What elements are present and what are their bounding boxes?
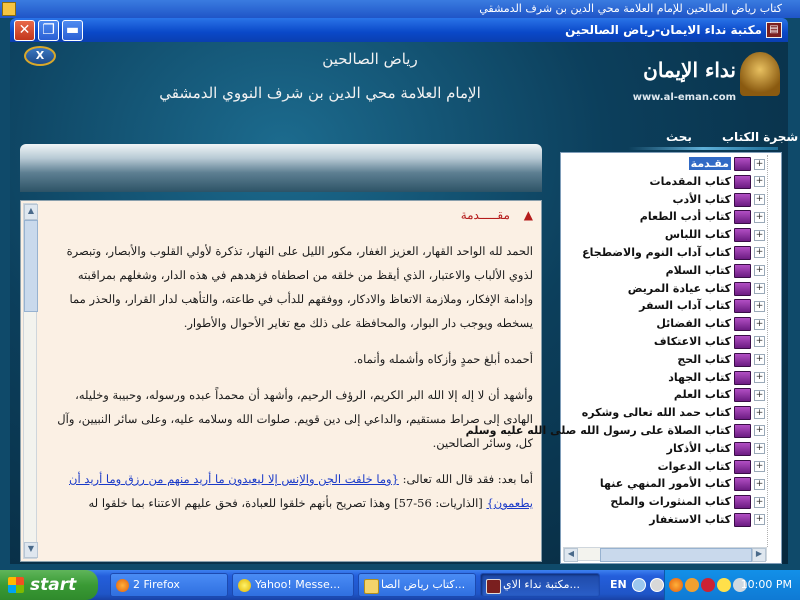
folder-icon — [364, 579, 379, 594]
expand-plus-icon[interactable]: + — [755, 443, 764, 454]
content-vertical-scrollbar[interactable] — [23, 203, 37, 559]
tree-item[interactable] — [565, 315, 765, 333]
tree-connector-line — [767, 155, 779, 547]
book-icon — [734, 157, 751, 171]
task-yahoo-messenger[interactable] — [232, 573, 354, 597]
app-client-area — [10, 42, 799, 564]
scroll-down-arrow-icon[interactable]: ▼ — [24, 542, 38, 558]
book-icon — [734, 317, 751, 331]
tree-item[interactable] — [565, 351, 765, 369]
expand-plus-icon[interactable]: + — [755, 283, 764, 294]
app-close-button[interactable]: X — [24, 46, 56, 66]
logo-text: نداء الإيمان — [643, 58, 736, 82]
paragraph: أحمده أبلغ حمدٍ وأزكاه وأشمله وأنماه. — [353, 352, 533, 366]
tree-item[interactable] — [565, 333, 765, 351]
expand-plus-icon[interactable]: + — [755, 407, 764, 418]
firefox-icon — [2, 2, 16, 16]
task-label: 2 Firefox — [133, 578, 180, 591]
book-icon — [734, 282, 751, 296]
windows-logo-icon — [8, 577, 24, 593]
book-author: الإمام العلامة محي الدين بن شرف النووي الدمشقي — [159, 84, 481, 102]
tree-item-label: كتاب الأذكار — [666, 441, 731, 455]
logo-url: www.al-eman.com — [632, 92, 736, 103]
start-label: start — [30, 575, 77, 595]
tray-app-icon[interactable] — [685, 578, 699, 592]
task-firefox[interactable] — [110, 573, 228, 597]
scroll-left-arrow-icon[interactable]: ◀ — [564, 548, 578, 562]
book-title: رياض الصالحين — [322, 50, 418, 68]
tree-item[interactable] — [565, 511, 765, 529]
tree-item[interactable] — [565, 155, 765, 173]
tree-item-label: كتاب أدب الطعام — [639, 210, 731, 224]
expand-plus-icon[interactable]: + — [755, 336, 764, 347]
tree-item-label: كتاب آداب النوم والاضطجاع — [582, 246, 731, 260]
tree-item[interactable] — [565, 208, 765, 226]
tab-underline — [628, 147, 778, 150]
tree-item[interactable] — [565, 369, 765, 387]
firefox-tray-icon[interactable] — [669, 578, 683, 592]
book-icon — [734, 246, 751, 260]
tree-item-label: كتاب الصلاة على رسول الله صلى الله عليه وسلم — [465, 424, 731, 438]
expand-plus-icon[interactable]: + — [755, 354, 764, 365]
window-titlebar[interactable] — [10, 18, 788, 42]
tree-item-label: كتاب الاستغفار — [649, 513, 731, 527]
expand-plus-icon[interactable]: + — [755, 158, 764, 169]
chapter-heading — [45, 203, 533, 227]
tree-item[interactable] — [565, 244, 765, 262]
tree-item[interactable] — [565, 280, 765, 298]
book-icon — [734, 460, 751, 474]
taskbar — [0, 570, 800, 600]
paragraph-text: [الذاريات: 56-57] وهذا تصريح بأنهم خلقوا للعبادة، فحق عليهم الاعتناء بما خلقوا له — [88, 496, 483, 510]
background-window-titlebar[interactable]: كتاب رياض الصالحين للإمام العلامة محي الدين بن شرف الدمشقي — [0, 0, 800, 18]
book-icon — [734, 388, 751, 402]
tree-item[interactable] — [565, 440, 765, 458]
content-text — [39, 203, 539, 559]
book-icon — [734, 477, 751, 491]
tree-item-label: مقـدمة — [690, 157, 729, 171]
tree-item[interactable] — [565, 226, 765, 244]
book-icon — [734, 513, 751, 527]
scroll-up-arrow-icon[interactable]: ▲ — [24, 204, 38, 220]
paragraph: الحمد لله الواحد القهار، العزيز الغفار، مكور الليل على النهار، تذكرة لأولي القلوب والأبصار، وتبصرة لذوي الألباب والاعتبار، الذي أيقظ من خلقه من اصطفاه فزهدهم في هذه الدار، وشغلهم بمراقبته وإدامة الإفكار، وملازمة الاتعاظ والادكار، ووفقهم للدأب في طاعته، والتأهب لدار القرار، والحذر مما يسخطه ويوجب دار البوار، والمحافظة على ذلك مع تغاير الأحوال والأطوار. — [66, 244, 533, 330]
system-tray — [664, 570, 800, 600]
task-label: مكتبة نداء الاي... — [503, 578, 580, 591]
tree-item-label: كتاب الفضائل — [656, 317, 731, 331]
task-label: كتاب رياض الصا... — [381, 578, 466, 591]
paragraph — [45, 467, 533, 515]
tree-horizontal-scrollbar[interactable] — [563, 547, 767, 561]
window-title: مكتبة نداء الايمان-رياض الصالحين — [565, 23, 762, 37]
tree-item[interactable] — [565, 297, 765, 315]
help-icon[interactable] — [632, 578, 646, 592]
book-icon — [734, 193, 751, 207]
tree-item[interactable] — [565, 458, 765, 476]
book-icon — [734, 264, 751, 278]
book-icon — [734, 424, 751, 438]
tree-item-label: كتاب الأدب — [672, 192, 731, 206]
tab-search[interactable]: بحث — [666, 130, 692, 144]
book-icon — [734, 495, 751, 509]
expand-plus-icon[interactable]: + — [755, 211, 764, 222]
firefox-icon — [116, 579, 129, 592]
window-minimize-button[interactable]: ▬ — [62, 20, 83, 41]
scroll-thumb[interactable] — [24, 220, 38, 312]
tree-item-label: كتاب المنثورات والملح — [610, 495, 731, 509]
book-icon — [734, 442, 751, 456]
mosque-emblem-icon — [740, 52, 780, 96]
book-icon — [734, 210, 751, 224]
window-close-button[interactable]: ✕ — [14, 20, 35, 41]
tree-item-label: كتاب آداب السفر — [639, 299, 731, 313]
window-maximize-button[interactable]: ❐ — [38, 20, 59, 41]
tree-item-label: كتاب المقدمات — [649, 174, 731, 188]
expand-plus-icon[interactable]: + — [755, 194, 764, 205]
tree-item-label: كتاب السلام — [665, 263, 731, 277]
expand-plus-icon[interactable]: + — [755, 229, 764, 240]
expand-plus-icon[interactable]: + — [755, 318, 764, 329]
book-icon — [734, 335, 751, 349]
content-header-banner — [20, 144, 542, 192]
task-label: Yahoo! Messe... — [255, 578, 341, 591]
app-book-icon: ▤ — [766, 22, 782, 38]
content-panel — [20, 200, 542, 562]
security-tray-icon[interactable] — [701, 578, 715, 592]
tree-item[interactable] — [565, 173, 765, 191]
expand-plus-icon[interactable]: + — [755, 496, 764, 507]
scroll-right-arrow-icon[interactable]: ▶ — [752, 548, 766, 562]
book-icon — [734, 228, 751, 242]
book-icon — [734, 371, 751, 385]
expand-plus-icon[interactable]: + — [755, 389, 764, 400]
tree-item[interactable] — [565, 493, 765, 511]
book-icon — [734, 353, 751, 367]
paragraph: وأشهد أن لا إله إلا الله البر الكريم، الرؤف الرحيم، وأشهد أن محمداً عبده ورسوله، وحبيبة وخليله، الهادى إلى صراط مستقيم، والداعي إلى دين قويم. صلوات الله وسلامه عليه، وعلى سائر النبيين، وآل كل، وسائر الصالحين. — [57, 388, 533, 450]
tree-item[interactable] — [565, 262, 765, 280]
expand-plus-icon[interactable]: + — [755, 461, 764, 472]
tree-item-label: كتاب اللباس — [664, 228, 731, 242]
tab-book-tree[interactable]: شجرة الكتاب — [722, 130, 799, 144]
book-icon — [734, 175, 751, 189]
tree-item-label: كتاب العلم — [673, 388, 731, 402]
tree-item[interactable] — [465, 422, 765, 440]
tree-item[interactable] — [565, 386, 765, 404]
tree-item-label: كتاب الجهاد — [668, 370, 731, 384]
start-button[interactable] — [0, 570, 98, 600]
task-eman-library[interactable] — [480, 573, 600, 597]
tree-item-label: كتاب الدعوات — [657, 459, 731, 473]
task-folder[interactable] — [358, 573, 476, 597]
book-icon — [734, 406, 751, 420]
expand-plus-icon[interactable]: + — [755, 478, 764, 489]
expand-plus-icon[interactable]: + — [755, 247, 764, 258]
clock[interactable]: 10:00 PM — [740, 578, 792, 591]
language-indicator[interactable]: EN — [610, 578, 627, 591]
expand-plus-icon[interactable]: + — [755, 265, 764, 276]
quran-verse-link[interactable]: {وما خلقت الجن والإنس إلا ليعبدون ما أريد منهم من رزق وما أريد أن يطعمون} — [69, 472, 533, 510]
scroll-thumb[interactable] — [600, 548, 752, 562]
tree-item[interactable] — [565, 475, 765, 493]
tree-item-label: كتاب الاعتكاف — [653, 335, 731, 349]
tree-item[interactable] — [565, 404, 765, 422]
paragraph-text: أما بعد: فقد قال الله تعالى: — [402, 472, 533, 486]
chapter-title: مقـــــدمة — [460, 208, 510, 222]
expand-plus-icon[interactable]: + — [755, 300, 764, 311]
tree-item-label: كتاب الحج — [677, 352, 731, 366]
smiley-icon — [238, 579, 251, 592]
tree-item-label: كتاب حمد الله تعالى وشكره — [581, 406, 731, 420]
book-icon — [734, 299, 751, 313]
app-book-icon — [486, 579, 501, 594]
expand-plus-icon[interactable]: + — [755, 425, 764, 436]
tree-item-label: كتاب عيادة المريض — [627, 281, 731, 295]
expand-plus-icon[interactable]: + — [755, 514, 764, 525]
expand-plus-icon[interactable]: + — [755, 372, 764, 383]
messenger-tray-icon[interactable] — [717, 578, 731, 592]
chapter-marker-icon: ▲ — [523, 208, 533, 222]
tree-item[interactable] — [565, 191, 765, 209]
clock-app-icon[interactable] — [650, 578, 664, 592]
expand-plus-icon[interactable]: + — [755, 176, 764, 187]
tree-item-label: كتاب الأمور المنهي عنها — [599, 477, 731, 491]
logo — [610, 52, 780, 108]
